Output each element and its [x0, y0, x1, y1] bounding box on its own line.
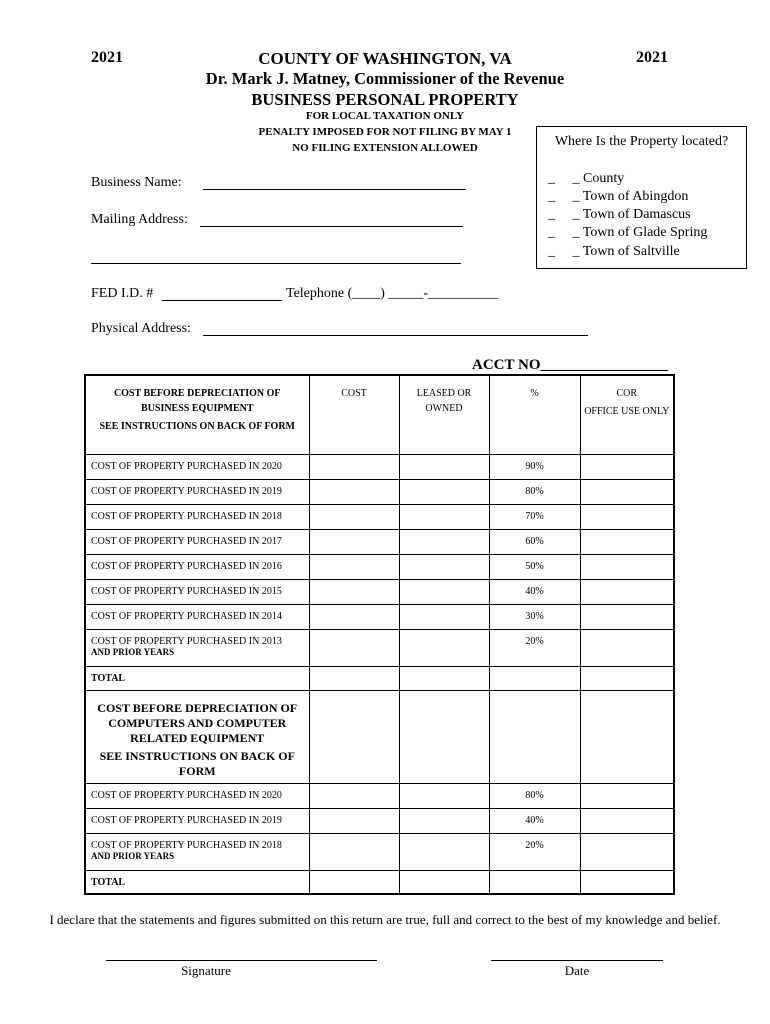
table-row [85, 454, 674, 479]
leased-cell[interactable] [399, 529, 489, 554]
pct-cell: 90% [489, 454, 580, 479]
section2-header-cell [85, 690, 309, 783]
col-cor-header [580, 375, 674, 454]
section1-header-cell [85, 375, 309, 454]
notice-penalty: PENALTY IMPOSED FOR NOT FILING BY MAY 1 [258, 126, 512, 138]
row-label: COST OF PROPERTY PURCHASED IN 2015 [85, 579, 309, 604]
leased-cell[interactable] [399, 504, 489, 529]
total-row [85, 666, 674, 690]
pct-cell: 40% [489, 808, 580, 833]
date-line[interactable] [491, 960, 663, 961]
leased-cell [399, 690, 489, 783]
row-label: COST OF PROPERTY PURCHASED IN 2014 [85, 604, 309, 629]
physical-address-label: Physical Address: [91, 321, 191, 336]
leased-cell[interactable] [399, 454, 489, 479]
section1-note: SEE INSTRUCTIONS ON BACK OF FORM [99, 421, 295, 432]
table-row [85, 604, 674, 629]
col-office-use: OFFICE USE ONLY [584, 406, 670, 417]
section1-header-row [85, 375, 674, 454]
form-title: BUSINESS PERSONAL PROPERTY [251, 90, 519, 109]
table-row [85, 504, 674, 529]
row-label: COST OF PROPERTY PURCHASED IN 2020 [85, 454, 309, 479]
office-cell [580, 666, 674, 690]
mailing-address-input[interactable] [200, 226, 463, 227]
commissioner-title: Dr. Mark J. Matney, Commissioner of the Revenue [205, 69, 565, 88]
row-label: COST OF PROPERTY PURCHASED IN 2013 [91, 635, 282, 647]
business-name-input[interactable] [203, 189, 466, 190]
cost-cell[interactable] [309, 554, 399, 579]
leased-cell[interactable] [399, 629, 489, 666]
fed-id-input[interactable] [162, 300, 282, 301]
property-cost-table [84, 374, 675, 895]
pct-cell: 60% [489, 529, 580, 554]
office-cell [580, 554, 674, 579]
total-row [85, 870, 674, 894]
date-label: Date [564, 963, 590, 978]
office-cell [580, 454, 674, 479]
pct-cell: 50% [489, 554, 580, 579]
notice-local-taxation: FOR LOCAL TAXATION ONLY [305, 110, 465, 122]
location-option-damascus[interactable]: _ _ Town of Damascus [548, 207, 691, 222]
table-row [85, 554, 674, 579]
location-option-glade-spring[interactable]: _ _ Town of Glade Spring [548, 225, 708, 240]
office-cell [580, 604, 674, 629]
pct-cell [489, 690, 580, 783]
signature-line[interactable] [106, 960, 377, 961]
office-cell [580, 870, 674, 894]
office-cell [580, 529, 674, 554]
office-cell [580, 579, 674, 604]
cost-cell[interactable] [309, 604, 399, 629]
leased-cell[interactable] [399, 870, 489, 894]
business-name-label: Business Name: [91, 175, 182, 190]
row-label: COST OF PROPERTY PURCHASED IN 2018 [91, 839, 282, 851]
leased-cell[interactable] [399, 479, 489, 504]
pct-cell: 40% [489, 579, 580, 604]
office-cell [580, 783, 674, 808]
row-label-prior [85, 833, 309, 870]
account-number[interactable]: ACCT NO_________________ [472, 357, 668, 373]
mailing-address-line2-input[interactable] [91, 263, 461, 264]
pct-cell: 80% [489, 783, 580, 808]
leased-cell[interactable] [399, 666, 489, 690]
mailing-address-label: Mailing Address: [91, 212, 188, 227]
location-option-saltville[interactable]: _ _ Town of Saltville [548, 244, 680, 259]
total-label: TOTAL [85, 666, 309, 690]
pct-cell: 20% [489, 833, 580, 870]
row-label-prior [85, 629, 309, 666]
cost-cell[interactable] [309, 454, 399, 479]
table-row [85, 833, 674, 870]
section2-note: SEE INSTRUCTIONS ON BACK OF FORM [99, 748, 295, 778]
col-leased-header: LEASED OR OWNED [399, 375, 489, 454]
cost-cell[interactable] [309, 629, 399, 666]
row-label: COST OF PROPERTY PURCHASED IN 2020 [85, 783, 309, 808]
cost-cell[interactable] [309, 479, 399, 504]
leased-cell[interactable] [399, 579, 489, 604]
row-label: COST OF PROPERTY PURCHASED IN 2017 [85, 529, 309, 554]
cost-cell[interactable] [309, 529, 399, 554]
county-title: COUNTY OF WASHINGTON, VA [258, 49, 512, 68]
office-cell [580, 504, 674, 529]
row-label: COST OF PROPERTY PURCHASED IN 2019 [85, 479, 309, 504]
cost-total-cell[interactable] [309, 666, 399, 690]
cost-cell[interactable] [309, 833, 399, 870]
leased-cell[interactable] [399, 833, 489, 870]
signature-label: Signature [181, 963, 231, 978]
total-label: TOTAL [85, 870, 309, 894]
location-title: Where Is the Property located? [554, 134, 729, 149]
table-row [85, 808, 674, 833]
table-row [85, 579, 674, 604]
notice-no-extension: NO FILING EXTENSION ALLOWED [292, 142, 478, 154]
office-cell [580, 629, 674, 666]
section1-title: COST BEFORE DEPRECIATION OF BUSINESS EQUIPMENT [113, 388, 281, 414]
office-cell [580, 479, 674, 504]
table-row [85, 629, 674, 666]
col-cor-title: COR [616, 388, 638, 399]
leased-cell[interactable] [399, 808, 489, 833]
col-cost-header: COST [309, 375, 399, 454]
row-label: COST OF PROPERTY PURCHASED IN 2018 [85, 504, 309, 529]
leased-cell[interactable] [399, 554, 489, 579]
pct-cell [489, 870, 580, 894]
section2-header-row [85, 690, 674, 783]
prior-years-label: AND PRIOR YEARS [91, 850, 175, 861]
pct-cell: 70% [489, 504, 580, 529]
physical-address-input[interactable] [203, 335, 588, 336]
leased-cell[interactable] [399, 783, 489, 808]
row-label: COST OF PROPERTY PURCHASED IN 2016 [85, 554, 309, 579]
location-option-abingdon[interactable]: _ _ Town of Abingdon [548, 189, 689, 204]
table-row [85, 479, 674, 504]
pct-cell: 80% [489, 479, 580, 504]
section2-title: COST BEFORE DEPRECIATION OF COMPUTERS AND COMPUTER RELATED EQUIPMENT [97, 700, 298, 745]
cost-cell[interactable] [309, 579, 399, 604]
fed-id-label: FED I.D. # [91, 286, 154, 301]
table-row [85, 783, 674, 808]
row-label: COST OF PROPERTY PURCHASED IN 2019 [85, 808, 309, 833]
table-row [85, 529, 674, 554]
cost-total-cell[interactable] [309, 870, 399, 894]
prior-years-label: AND PRIOR YEARS [91, 646, 175, 657]
pct-cell: 30% [489, 604, 580, 629]
col-pct-header: % [489, 375, 580, 454]
office-cell [580, 808, 674, 833]
office-cell [580, 690, 674, 783]
year-right: 2021 [636, 49, 668, 66]
cost-cell [309, 690, 399, 783]
cost-cell[interactable] [309, 504, 399, 529]
declaration-text: I declare that the statements and figures submitted on this return are true, full and correct to the best of my knowledge and belief. [49, 912, 721, 927]
pct-cell: 20% [489, 629, 580, 666]
office-cell [580, 833, 674, 870]
telephone-field[interactable]: Telephone (____) _____-__________ [286, 286, 499, 301]
cost-cell[interactable] [309, 808, 399, 833]
pct-cell [489, 666, 580, 690]
location-option-county[interactable]: _ _ County [548, 171, 625, 186]
year-left: 2021 [91, 49, 123, 66]
cost-cell[interactable] [309, 783, 399, 808]
leased-cell[interactable] [399, 604, 489, 629]
